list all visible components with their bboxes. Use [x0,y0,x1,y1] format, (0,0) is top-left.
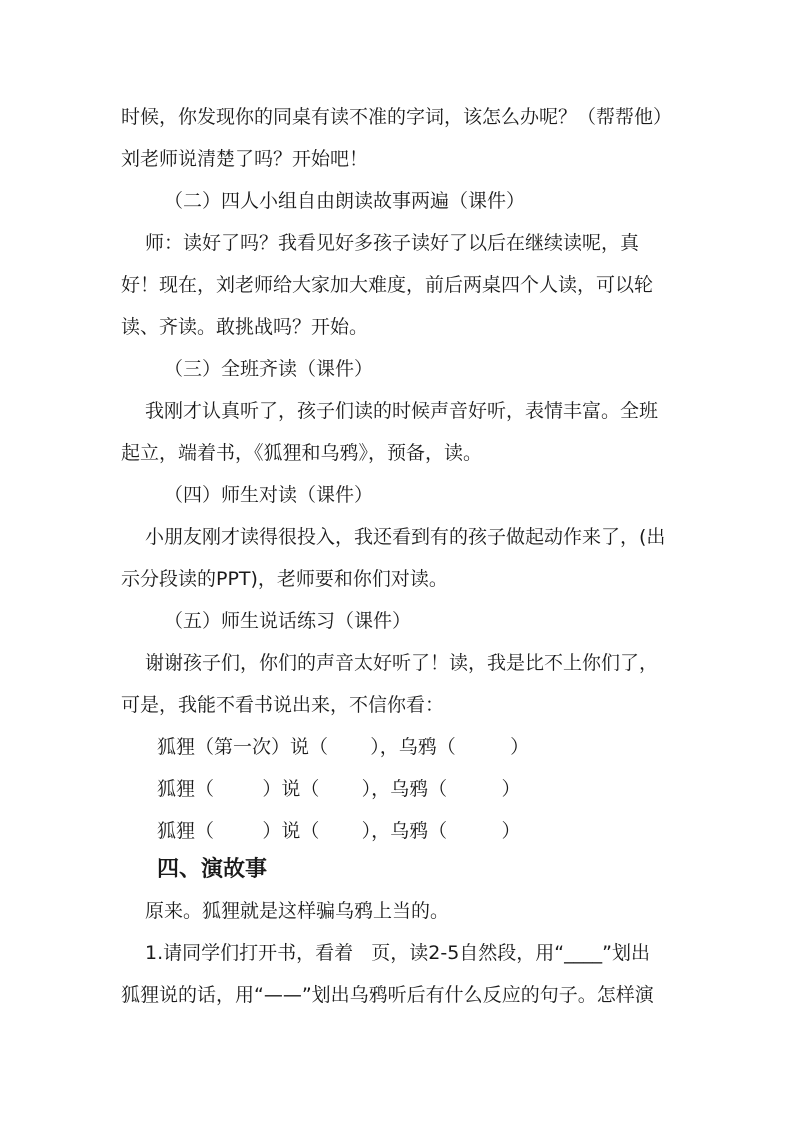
paragraph-line: 好！现在，刘老师给大家加大难度，前后两桌四个人读，可以轮 [121,274,654,296]
paragraph-line: 原来。狐狸就是这样骗乌鸦上当的。 [145,900,450,922]
fill-in-line: 狐狸（ ）说（ ），乌鸦（ ） [157,778,521,800]
paragraph-line: 1.请同学们打开书，看着 页，读2-5自然段，用“____”划出 [145,942,650,964]
paragraph-line: 小朋友刚才读得很投入，我还看到有的孩子做起动作来了，(出 [145,526,666,548]
section-heading: （三）全班齐读（课件） [164,358,374,380]
section-heading: （四）师生对读（课件） [164,484,374,506]
paragraph-line: 狐狸说的话，用“——”划出乌鸦听后有什么反应的句子。怎样演 [121,984,654,1006]
paragraph-line: 读、齐读。敢挑战吗？开始。 [121,316,369,338]
paragraph-line: 我刚才认真听了，孩子们读的时候声音好听，表情丰富。全班 [145,400,659,422]
fill-in-line: 狐狸（ ）说（ ），乌鸦（ ） [157,820,521,842]
paragraph-line: 起立，端着书，《狐狸和乌鸦》，预备，读。 [121,442,483,464]
fill-in-line: 狐狸（第一次）说（ ），乌鸦（ ） [157,736,530,758]
section-heading: （二）四人小组自由朗读故事两遍（课件） [164,190,526,212]
paragraph-line: 师：读好了吗？我看见好多孩子读好了以后在继续读呢，真 [145,232,640,254]
paragraph-line: 可是，我能不看书说出来，不信你看： [121,694,445,716]
paragraph-line: 时候，你发现你的同桌有读不准的字词，该怎么办呢？（帮帮他） [121,106,673,128]
paragraph-line: 示分段读的PPT)，老师要和你们对读。 [121,568,448,590]
paragraph-line: 刘老师说清楚了吗？开始吧！ [121,148,369,170]
chapter-heading: 四、演故事 [157,857,268,882]
section-heading: （五）师生说话练习（课件） [164,610,412,632]
paragraph-line: 谢谢孩子们，你们的声音太好听了！读，我是比不上你们了， [145,652,659,674]
